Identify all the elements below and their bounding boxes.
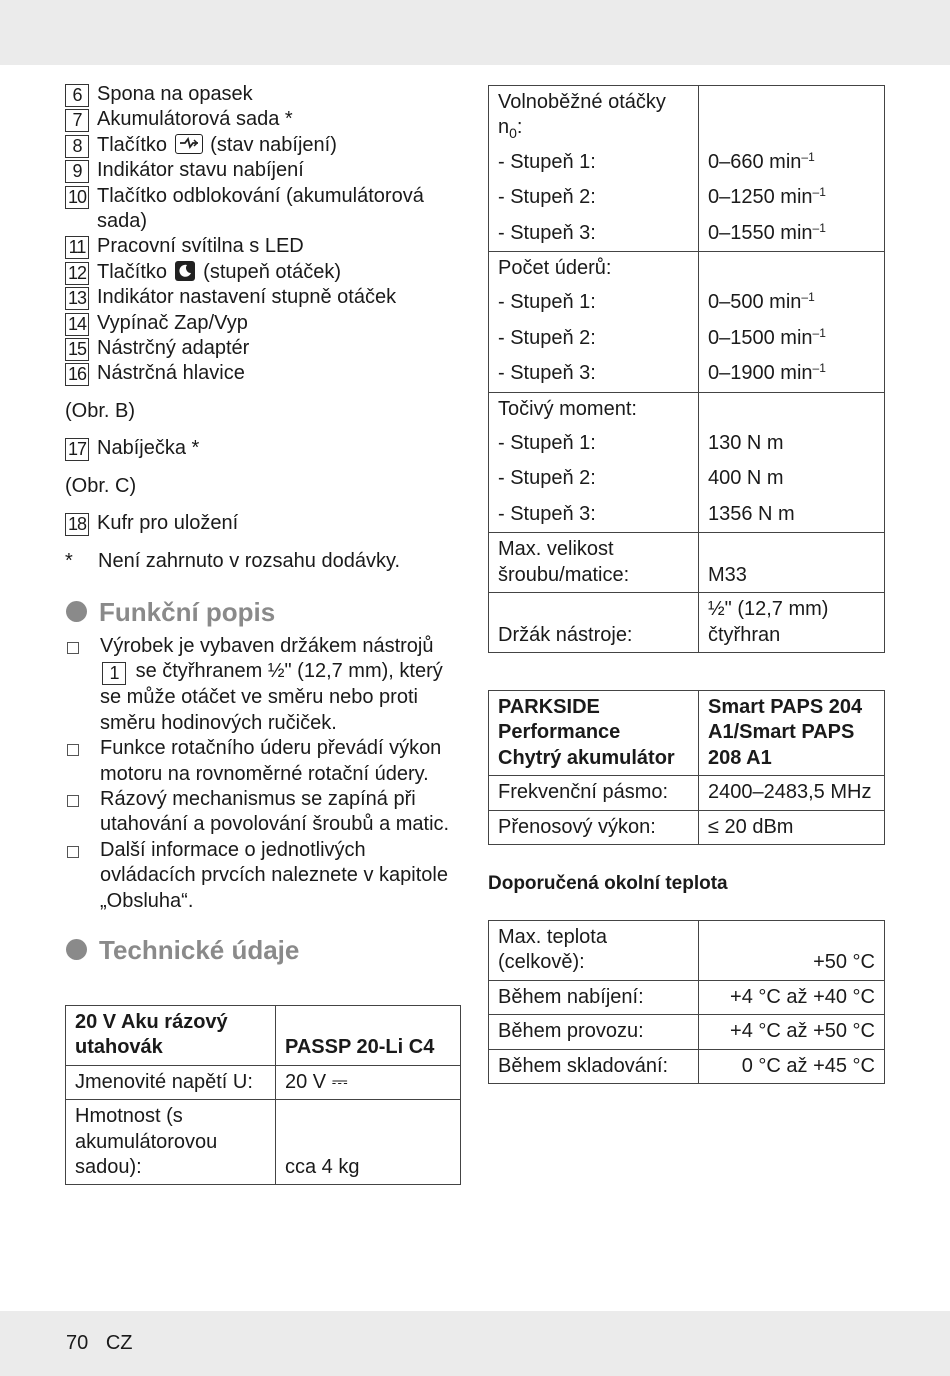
tech-spec-table [65,1005,461,1185]
table-cell: Hmotnost (s akumulátorovou sadou): [66,1100,276,1185]
table-row [489,461,885,496]
item-text: Spona na opasek [97,83,253,105]
table-row [489,356,885,392]
item-number: 7 [65,109,89,132]
table-cell [699,86,885,145]
item-text-before: Tlačítko [97,133,168,156]
table-row [489,1015,885,1049]
checkbox-square-icon [67,795,79,807]
table-cell: PARKSIDE Performance Chytrý akumulátor [489,691,699,776]
list-item [65,184,465,235]
table-cell: - Stupeň 1: [489,426,699,461]
superscript: –1 [812,185,826,200]
language-code: CZ [105,1332,133,1354]
cell-text: : [516,116,523,139]
table-cell: Přenosový výkon: [489,810,699,844]
list-item [65,436,465,461]
table-row [489,921,885,981]
table-cell: Držák nástroje: [489,593,699,653]
bullet-item [65,736,465,787]
cell-text: 0–1250 min [708,186,813,209]
table-cell: Smart PAPS 204 A1/Smart PAPS 208 A1 [699,691,885,776]
table-cell [699,321,885,356]
item-text-after: (stupeň otáček) [203,260,342,283]
footnote-text: Není zahrnuto v rozsahu dodávky. [98,549,401,572]
table-cell: - Stupeň 2: [489,180,699,215]
bullet-text: Rázový mechanismus se zapíná při utahování a povolování šroubů a matic. [100,787,450,836]
table-cell: - Stupeň 2: [489,461,699,496]
figure-reference-b: (Obr. B) [65,399,136,422]
table-cell [699,285,885,320]
table-row [489,691,885,776]
item-text: Nabíječka * [97,437,200,460]
header-band [0,0,950,65]
section-heading-function [65,596,465,628]
bullet-text: Další informace o jednotlivých ovládacích prvcích naleznete v kapitole „Obsluha“. [100,838,448,912]
item-text: Nástrčná hlavice [97,362,245,385]
table-cell: M33 [699,533,885,593]
battery-spec-table [488,690,885,845]
table-row [66,1065,461,1099]
item-text-after: (stav nabíjení) [210,133,337,156]
item-number: 14 [65,313,89,336]
checkbox-square-icon [67,642,79,654]
table-row [66,1100,461,1185]
list-item [65,285,465,310]
item-number: 6 [65,84,89,107]
temperature-table [488,920,885,1084]
table-row [489,180,885,215]
table-cell: - Stupeň 3: [489,497,699,533]
table-cell: Během provozu: [489,1015,699,1049]
item-number: 11 [65,236,89,259]
bullet-item [65,787,465,838]
list-item [65,82,465,107]
table-cell: Počet úderů: [489,252,699,286]
table-row [489,426,885,461]
item-number: 17 [65,438,89,461]
item-number: 12 [65,262,89,285]
table-cell [699,252,885,286]
superscript: –1 [812,220,826,235]
list-item [65,234,465,259]
table-row [489,145,885,180]
table-cell: Točivý moment: [489,392,699,426]
speed-level-icon [175,261,195,281]
table-row [489,252,885,286]
table-cell: 130 N m [699,426,885,461]
cell-text: 0–1900 min [708,362,813,385]
table-row [489,533,885,593]
table-cell [699,356,885,392]
superscript: –1 [812,325,826,340]
item-number: 18 [65,513,89,536]
temperature-heading: Doporučená okolní teplota [488,873,728,894]
page-number: 70 [66,1332,89,1354]
table-cell: +4 °C až +50 °C [699,1015,885,1049]
list-item [65,511,465,536]
table-cell: - Stupeň 3: [489,216,699,252]
checkbox-square-icon [67,744,79,756]
table-row [489,321,885,356]
footnote [65,549,465,574]
subscript: 0 [509,125,517,142]
list-item [65,260,465,285]
item-number: 10 [65,186,89,209]
table-row [489,1049,885,1083]
table-row [489,980,885,1014]
bullet-dot-icon [66,601,87,622]
superscript: –1 [801,290,815,305]
table-cell: ≤ 20 dBm [699,810,885,844]
table-cell [699,145,885,180]
item-text: Vypínač Zap/Vyp [97,311,248,334]
table-cell: Jmenovité napětí U: [66,1065,276,1099]
table-cell: +4 °C až +40 °C [699,980,885,1014]
table-cell: PASSP 20-Li C4 [276,1006,461,1066]
table-row [489,216,885,252]
cell-text: 0–500 min [708,291,802,314]
table-cell [699,392,885,426]
item-number: 8 [65,135,89,158]
table-row [66,1006,461,1066]
battery-status-icon [175,134,203,154]
bullet-text: Výrobek je vybaven držákem nástrojů [100,634,434,657]
table-row [489,86,885,145]
table-cell: - Stupeň 1: [489,285,699,320]
item-number: 9 [65,160,89,183]
table-cell: cca 4 kg [276,1100,461,1185]
page-footer [66,1331,144,1356]
item-text: Akumulátorová sada * [97,108,293,131]
list-item [65,336,465,361]
table-row [489,810,885,844]
item-text: Tlačítko odblokování (akumulátorová sada) [97,184,424,233]
table-cell: - Stupeň 3: [489,356,699,392]
list-item [65,158,465,183]
table-cell: Během nabíjení: [489,980,699,1014]
table-cell: Frekvenční pásmo: [489,776,699,810]
item-text: Pracovní svítilna s LED [97,235,304,258]
table-row [489,392,885,426]
list-item [65,107,465,132]
table-cell: 2400–2483,5 MHz [699,776,885,810]
table-cell [699,180,885,215]
table-cell: Během skladování: [489,1049,699,1083]
superscript: –1 [801,149,815,164]
item-text: Nástrčný adaptér [97,337,250,360]
table-cell: 20 V Aku rázový utahovák [66,1006,276,1066]
table-cell: 20 V ⎓ [276,1065,461,1099]
cell-text: Volnoběžné otáčky n [498,91,666,139]
item-number: 15 [65,338,89,361]
bullet-item [65,838,465,914]
table-cell [489,86,699,145]
footnote-mark: * [65,549,73,572]
table-cell: Max. teplota (celkově): [489,921,699,981]
checkbox-square-icon [67,846,79,858]
bullet-text: Funkce rotačního úderu převádí výkon motoru na rovnoměrné rotační údery. [100,737,442,785]
table-cell: 400 N m [699,461,885,496]
table-row [489,497,885,533]
table-cell: - Stupeň 1: [489,145,699,180]
list-item [65,133,465,158]
section-title: Technické údaje [99,934,300,965]
table-cell: 0 °C až +45 °C [699,1049,885,1083]
bullet-item [65,634,465,736]
table-row [489,593,885,653]
cell-text: 0–1550 min [708,221,813,244]
table-cell: Max. velikost šroubu/matice: [489,533,699,593]
speed-spec-table [488,85,885,653]
table-cell: +50 °C [699,921,885,981]
item-number: 1 [102,662,126,685]
list-item [65,361,465,386]
item-number: 16 [65,363,89,386]
parts-list [65,82,465,387]
item-text-before: Tlačítko [97,260,168,283]
item-text: Kufr pro uložení [97,512,239,535]
item-text: Indikátor nastavení stupně otáček [97,286,397,309]
table-cell: - Stupeň 2: [489,321,699,356]
table-cell: ½" (12,7 mm) čtyřhran [699,593,885,653]
table-row [489,285,885,320]
superscript: –1 [812,361,826,376]
section-title: Funkční popis [99,596,276,627]
bullet-text: se čtyřhranem ½" (12,7 mm), který se může otáčet ve směru nebo proti směru hodinových ručiček. [100,660,443,734]
list-item [65,311,465,336]
table-cell [699,216,885,252]
table-cell: 1356 N m [699,497,885,533]
left-column [65,82,465,972]
item-text: Indikátor stavu nabíjení [97,159,304,182]
figure-reference-c: (Obr. C) [65,474,137,497]
cell-text: 0–660 min [708,150,802,173]
item-number: 13 [65,287,89,310]
table-row [489,776,885,810]
bullet-dot-icon [66,939,87,960]
cell-text: 0–1500 min [708,326,813,349]
section-heading-tech [65,934,465,966]
